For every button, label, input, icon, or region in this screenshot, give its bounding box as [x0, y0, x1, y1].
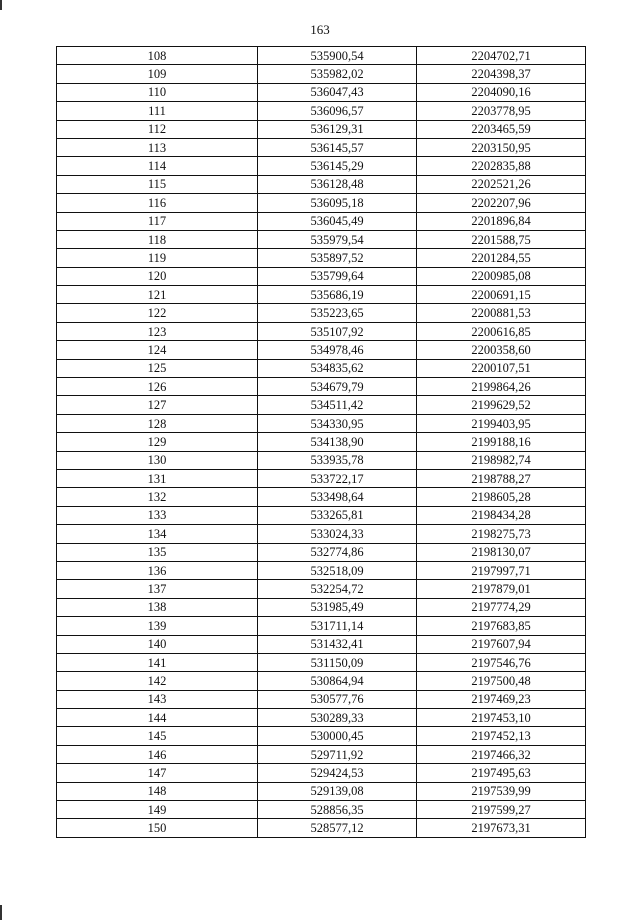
y-coordinate-cell: 2197673,31 [417, 819, 586, 837]
point-number-cell: 110 [57, 83, 258, 101]
point-number-cell: 116 [57, 194, 258, 212]
coordinates-table [56, 46, 586, 838]
point-number-cell: 130 [57, 451, 258, 469]
table-row [57, 359, 586, 377]
table-row [57, 506, 586, 524]
table-row [57, 709, 586, 727]
y-coordinate-cell: 2197546,76 [417, 653, 586, 671]
point-number-cell: 114 [57, 157, 258, 175]
table-row [57, 120, 586, 138]
y-coordinate-cell: 2197774,29 [417, 598, 586, 616]
table-row [57, 175, 586, 193]
y-coordinate-cell: 2200881,53 [417, 304, 586, 322]
x-coordinate-cell: 531432,41 [258, 635, 417, 653]
point-number-cell: 108 [57, 47, 258, 65]
y-coordinate-cell: 2200985,08 [417, 267, 586, 285]
table-row [57, 47, 586, 65]
x-coordinate-cell: 530289,33 [258, 709, 417, 727]
y-coordinate-cell: 2203778,95 [417, 102, 586, 120]
scan-edge-top [0, 0, 2, 10]
x-coordinate-cell: 535897,52 [258, 249, 417, 267]
point-number-cell: 136 [57, 561, 258, 579]
point-number-cell: 142 [57, 672, 258, 690]
y-coordinate-cell: 2202835,88 [417, 157, 586, 175]
point-number-cell: 119 [57, 249, 258, 267]
point-number-cell: 132 [57, 488, 258, 506]
x-coordinate-cell: 531711,14 [258, 617, 417, 635]
point-number-cell: 109 [57, 65, 258, 83]
point-number-cell: 145 [57, 727, 258, 745]
point-number-cell: 112 [57, 120, 258, 138]
table-row [57, 653, 586, 671]
x-coordinate-cell: 535686,19 [258, 286, 417, 304]
y-coordinate-cell: 2197452,13 [417, 727, 586, 745]
table-row [57, 341, 586, 359]
y-coordinate-cell: 2200691,15 [417, 286, 586, 304]
x-coordinate-cell: 532774,86 [258, 543, 417, 561]
x-coordinate-cell: 534978,46 [258, 341, 417, 359]
table-row [57, 764, 586, 782]
x-coordinate-cell: 533024,33 [258, 525, 417, 543]
table-row [57, 782, 586, 800]
x-coordinate-cell: 534835,62 [258, 359, 417, 377]
point-number-cell: 148 [57, 782, 258, 800]
y-coordinate-cell: 2199629,52 [417, 396, 586, 414]
table-row [57, 561, 586, 579]
table-row [57, 286, 586, 304]
x-coordinate-cell: 536096,57 [258, 102, 417, 120]
point-number-cell: 117 [57, 212, 258, 230]
y-coordinate-cell: 2202207,96 [417, 194, 586, 212]
y-coordinate-cell: 2200107,51 [417, 359, 586, 377]
y-coordinate-cell: 2201284,55 [417, 249, 586, 267]
table-row [57, 801, 586, 819]
point-number-cell: 139 [57, 617, 258, 635]
x-coordinate-cell: 534511,42 [258, 396, 417, 414]
y-coordinate-cell: 2199188,16 [417, 433, 586, 451]
y-coordinate-cell: 2202521,26 [417, 175, 586, 193]
point-number-cell: 150 [57, 819, 258, 837]
y-coordinate-cell: 2197539,99 [417, 782, 586, 800]
y-coordinate-cell: 2201588,75 [417, 230, 586, 248]
table-row [57, 488, 586, 506]
table-row [57, 617, 586, 635]
table-row [57, 83, 586, 101]
x-coordinate-cell: 536095,18 [258, 194, 417, 212]
y-coordinate-cell: 2197599,27 [417, 801, 586, 819]
point-number-cell: 111 [57, 102, 258, 120]
x-coordinate-cell: 528577,12 [258, 819, 417, 837]
x-coordinate-cell: 533722,17 [258, 469, 417, 487]
point-number-cell: 140 [57, 635, 258, 653]
table-row [57, 580, 586, 598]
x-coordinate-cell: 530000,45 [258, 727, 417, 745]
point-number-cell: 127 [57, 396, 258, 414]
y-coordinate-cell: 2203150,95 [417, 138, 586, 156]
x-coordinate-cell: 536045,49 [258, 212, 417, 230]
x-coordinate-cell: 532254,72 [258, 580, 417, 598]
table-row [57, 194, 586, 212]
y-coordinate-cell: 2199403,95 [417, 414, 586, 432]
x-coordinate-cell: 535107,92 [258, 322, 417, 340]
point-number-cell: 115 [57, 175, 258, 193]
point-number-cell: 118 [57, 230, 258, 248]
y-coordinate-cell: 2197495,63 [417, 764, 586, 782]
table-row [57, 396, 586, 414]
table-row [57, 138, 586, 156]
page-number: 163 [310, 22, 330, 37]
y-coordinate-cell: 2204702,71 [417, 47, 586, 65]
point-number-cell: 146 [57, 745, 258, 763]
point-number-cell: 138 [57, 598, 258, 616]
point-number-cell: 135 [57, 543, 258, 561]
y-coordinate-cell: 2198605,28 [417, 488, 586, 506]
x-coordinate-cell: 533498,64 [258, 488, 417, 506]
x-coordinate-cell: 536128,48 [258, 175, 417, 193]
x-coordinate-cell: 531150,09 [258, 653, 417, 671]
x-coordinate-cell: 531985,49 [258, 598, 417, 616]
y-coordinate-cell: 2198275,73 [417, 525, 586, 543]
y-coordinate-cell: 2203465,59 [417, 120, 586, 138]
y-coordinate-cell: 2197683,85 [417, 617, 586, 635]
y-coordinate-cell: 2197607,94 [417, 635, 586, 653]
table-row [57, 322, 586, 340]
point-number-cell: 144 [57, 709, 258, 727]
y-coordinate-cell: 2201896,84 [417, 212, 586, 230]
x-coordinate-cell: 530577,76 [258, 690, 417, 708]
point-number-cell: 120 [57, 267, 258, 285]
table-row [57, 304, 586, 322]
table-row [57, 727, 586, 745]
table-row [57, 525, 586, 543]
x-coordinate-cell: 535900,54 [258, 47, 417, 65]
x-coordinate-cell: 532518,09 [258, 561, 417, 579]
table-row [57, 65, 586, 83]
point-number-cell: 141 [57, 653, 258, 671]
x-coordinate-cell: 536145,57 [258, 138, 417, 156]
table-row [57, 819, 586, 837]
y-coordinate-cell: 2197500,48 [417, 672, 586, 690]
y-coordinate-cell: 2198788,27 [417, 469, 586, 487]
y-coordinate-cell: 2197453,10 [417, 709, 586, 727]
y-coordinate-cell: 2204090,16 [417, 83, 586, 101]
y-coordinate-cell: 2197997,71 [417, 561, 586, 579]
scan-edge-bottom [0, 905, 2, 920]
point-number-cell: 124 [57, 341, 258, 359]
x-coordinate-cell: 536047,43 [258, 83, 417, 101]
table-row [57, 543, 586, 561]
point-number-cell: 125 [57, 359, 258, 377]
x-coordinate-cell: 536145,29 [258, 157, 417, 175]
x-coordinate-cell: 529139,08 [258, 782, 417, 800]
point-number-cell: 122 [57, 304, 258, 322]
point-number-cell: 126 [57, 378, 258, 396]
table-row [57, 598, 586, 616]
point-number-cell: 129 [57, 433, 258, 451]
point-number-cell: 113 [57, 138, 258, 156]
y-coordinate-cell: 2200616,85 [417, 322, 586, 340]
x-coordinate-cell: 536129,31 [258, 120, 417, 138]
x-coordinate-cell: 534138,90 [258, 433, 417, 451]
table-row [57, 451, 586, 469]
point-number-cell: 131 [57, 469, 258, 487]
point-number-cell: 137 [57, 580, 258, 598]
table-row [57, 690, 586, 708]
x-coordinate-cell: 530864,94 [258, 672, 417, 690]
y-coordinate-cell: 2198434,28 [417, 506, 586, 524]
point-number-cell: 149 [57, 801, 258, 819]
point-number-cell: 134 [57, 525, 258, 543]
x-coordinate-cell: 529424,53 [258, 764, 417, 782]
table-row [57, 102, 586, 120]
x-coordinate-cell: 535982,02 [258, 65, 417, 83]
x-coordinate-cell: 534679,79 [258, 378, 417, 396]
x-coordinate-cell: 535223,65 [258, 304, 417, 322]
table-row [57, 433, 586, 451]
x-coordinate-cell: 533935,78 [258, 451, 417, 469]
y-coordinate-cell: 2200358,60 [417, 341, 586, 359]
coordinates-table-body [57, 47, 586, 838]
table-row [57, 469, 586, 487]
y-coordinate-cell: 2204398,37 [417, 65, 586, 83]
table-row [57, 378, 586, 396]
point-number-cell: 147 [57, 764, 258, 782]
point-number-cell: 128 [57, 414, 258, 432]
x-coordinate-cell: 529711,92 [258, 745, 417, 763]
point-number-cell: 121 [57, 286, 258, 304]
y-coordinate-cell: 2198130,07 [417, 543, 586, 561]
table-row [57, 212, 586, 230]
table-row [57, 157, 586, 175]
y-coordinate-cell: 2198982,74 [417, 451, 586, 469]
x-coordinate-cell: 535979,54 [258, 230, 417, 248]
y-coordinate-cell: 2197879,01 [417, 580, 586, 598]
table-row [57, 230, 586, 248]
table-row [57, 267, 586, 285]
point-number-cell: 143 [57, 690, 258, 708]
y-coordinate-cell: 2197466,32 [417, 745, 586, 763]
x-coordinate-cell: 533265,81 [258, 506, 417, 524]
point-number-cell: 123 [57, 322, 258, 340]
point-number-cell: 133 [57, 506, 258, 524]
table-row [57, 745, 586, 763]
x-coordinate-cell: 528856,35 [258, 801, 417, 819]
table-row [57, 414, 586, 432]
table-row [57, 672, 586, 690]
x-coordinate-cell: 535799,64 [258, 267, 417, 285]
table-row [57, 249, 586, 267]
table-row [57, 635, 586, 653]
y-coordinate-cell: 2199864,26 [417, 378, 586, 396]
y-coordinate-cell: 2197469,23 [417, 690, 586, 708]
x-coordinate-cell: 534330,95 [258, 414, 417, 432]
